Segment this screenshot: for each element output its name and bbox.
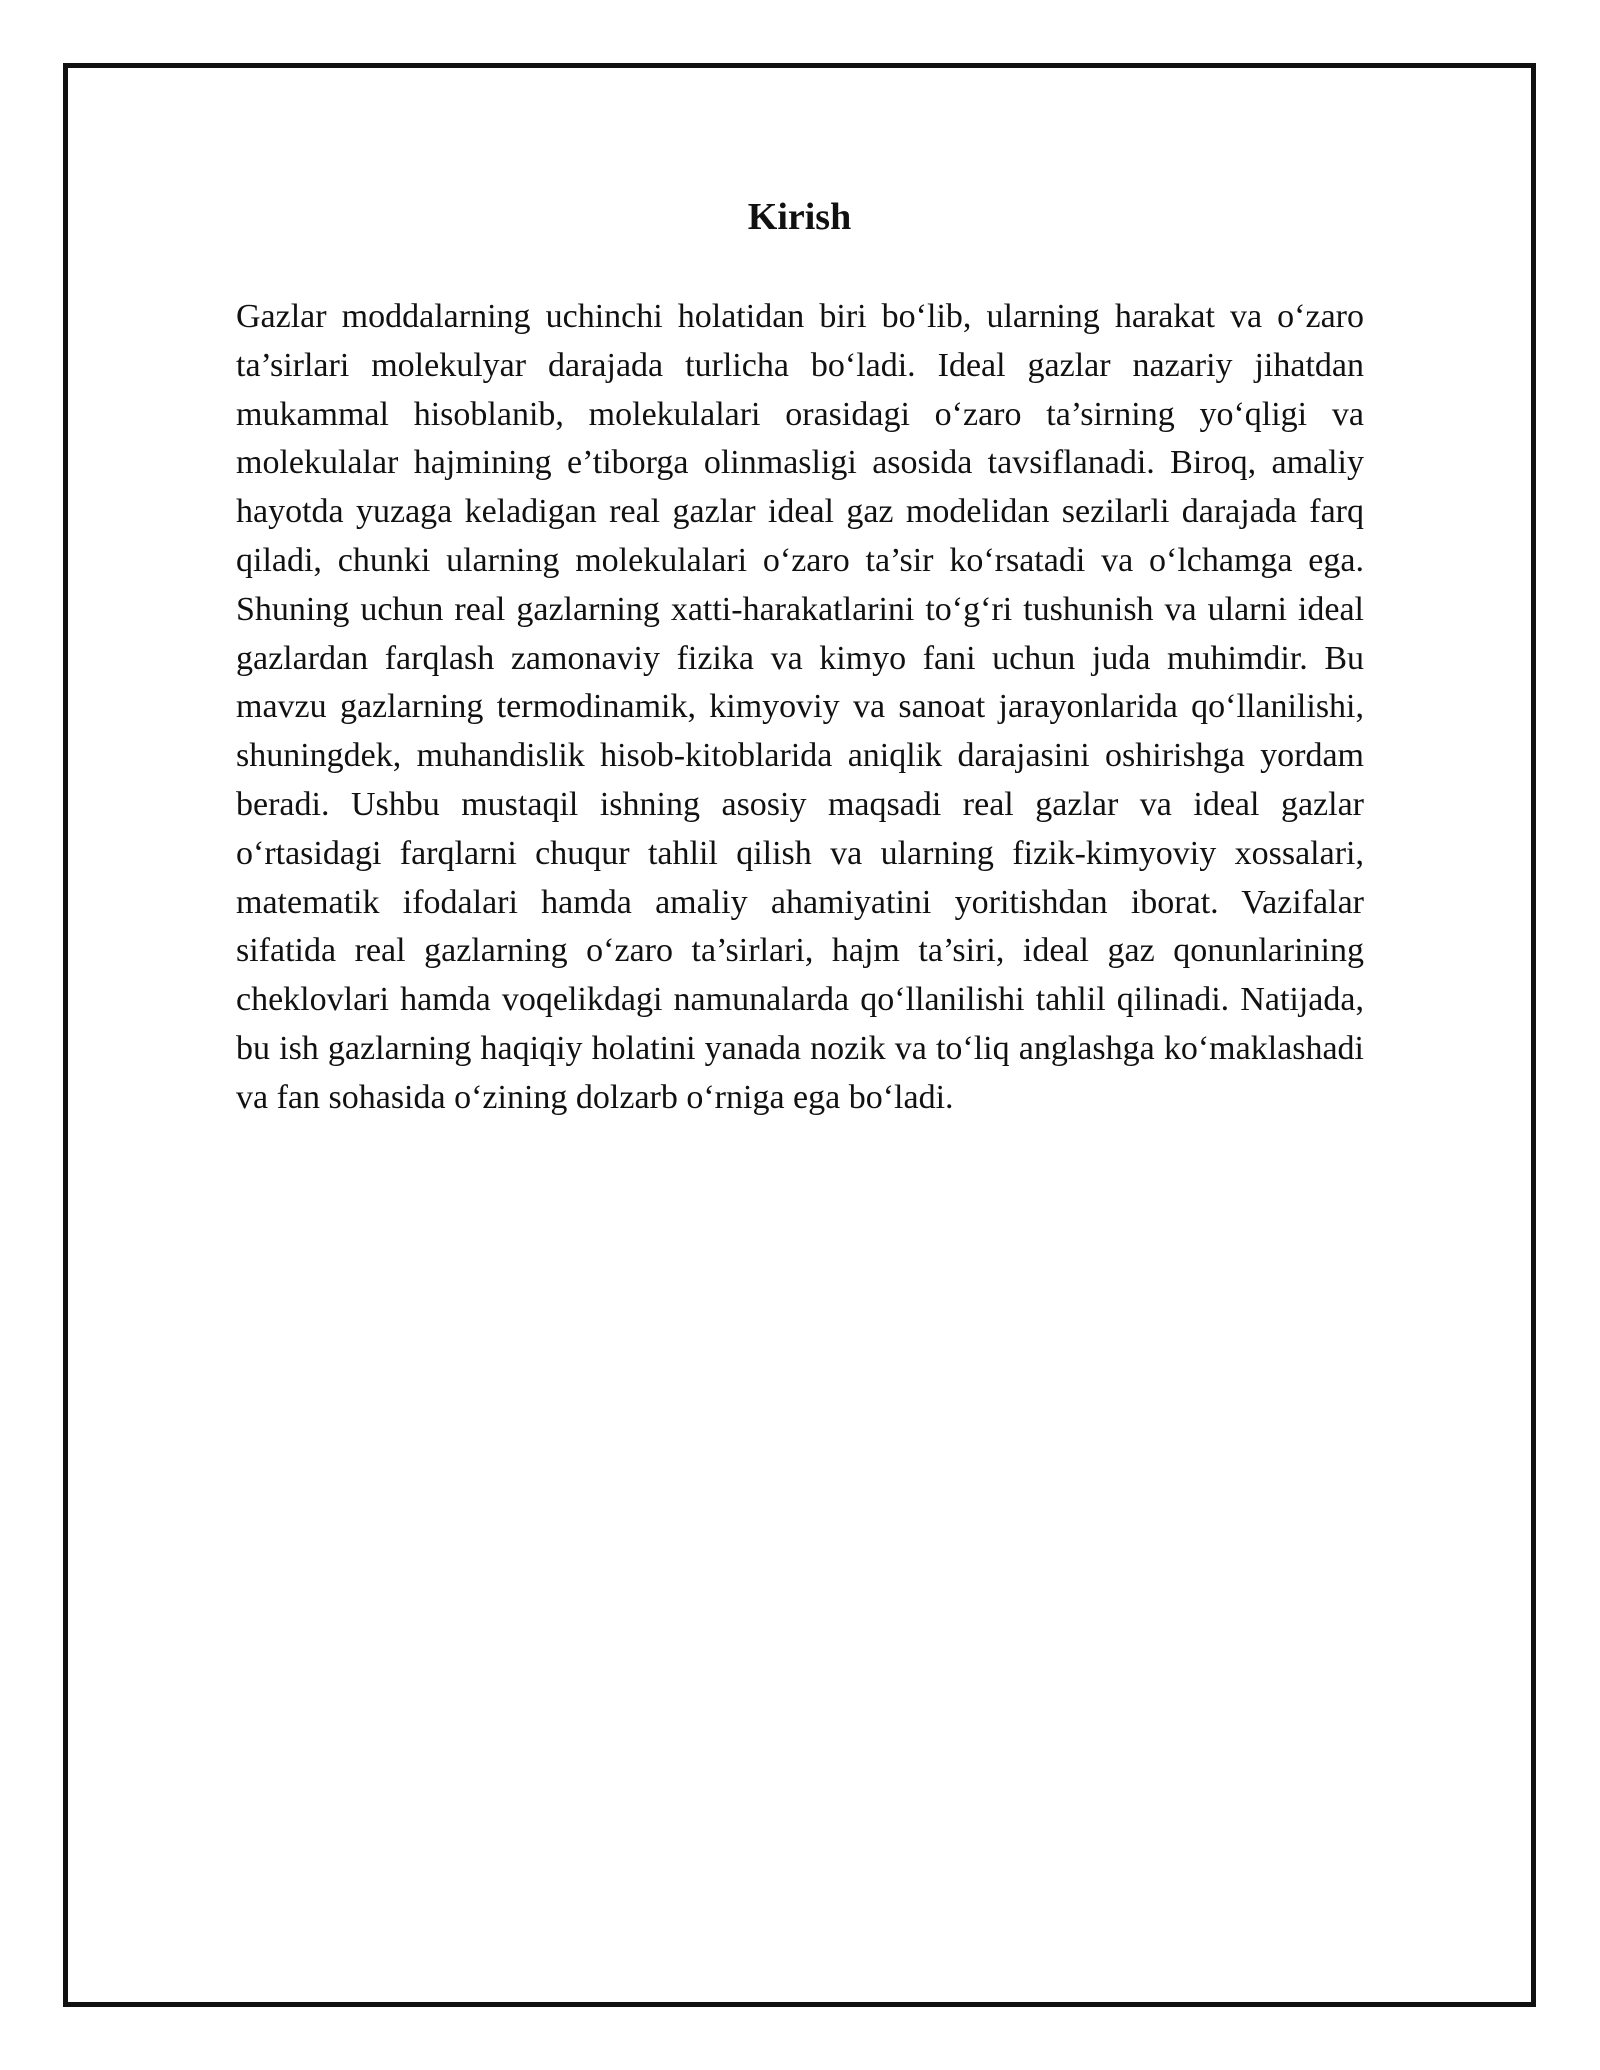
introduction-paragraph: Gazlar moddalarning uchinchi holatidan biri bo‘lib, ularning harakat va o‘zaro ta’sirlari molekulyar darajada turlicha bo‘ladi. Ideal gazlar nazariy jihatdan mukammal hisoblanib, molekulalari orasidagi o‘zaro ta’sirning yo‘qligi va molekulalar hajmining e’tiborga olinmasligi asosida tavsiflanadi. Biroq, amaliy hayotda yuzaga keladigan real gazlar ideal gaz modelidan sezilarli darajada farq qiladi, chunki ularning molekulalari o‘zaro ta’sir ko‘rsatadi va o‘lchamga ega. Shuning uchun real gazlarning xatti-harakatlarini to‘g‘ri tushunish va ularni ideal gazlardan farqlash zamonaviy fizika va kimyo fani uchun juda muhimdir. Bu mavzu gazlarning termodinamik, kimyoviy va sanoat jarayonlarida qo‘llanilishi, shuningdek, muhandislik hisob-kitoblarida aniqlik darajasini oshirishga yordam beradi. Ushbu mustaqil ishning asosiy maqsadi real gazlar va ideal gazlar o‘rtasidagi farqlarni chuqur tahlil qilish va ularning fizik-kimyoviy xossalari, matematik ifodalari hamda amaliy ahamiyatini yoritishdan iborat. Vazifalar sifatida real gazlarning o‘zaro ta’sirlari, hajm ta’siri, ideal gaz qonunlarining cheklovlari hamda voqelikdagi namunalarda qo‘llanilishi tahlil qilinadi. Natijada, bu ish gazlarning haqiqiy holatini yanada nozik va to‘liq anglashga ko‘maklashadi va fan sohasida o‘zining dolzarb o‘rniga ega bo‘ladi. (236, 298, 1364, 1116)
page-title: Kirish (747, 196, 852, 238)
page-border-frame (63, 63, 1536, 2007)
